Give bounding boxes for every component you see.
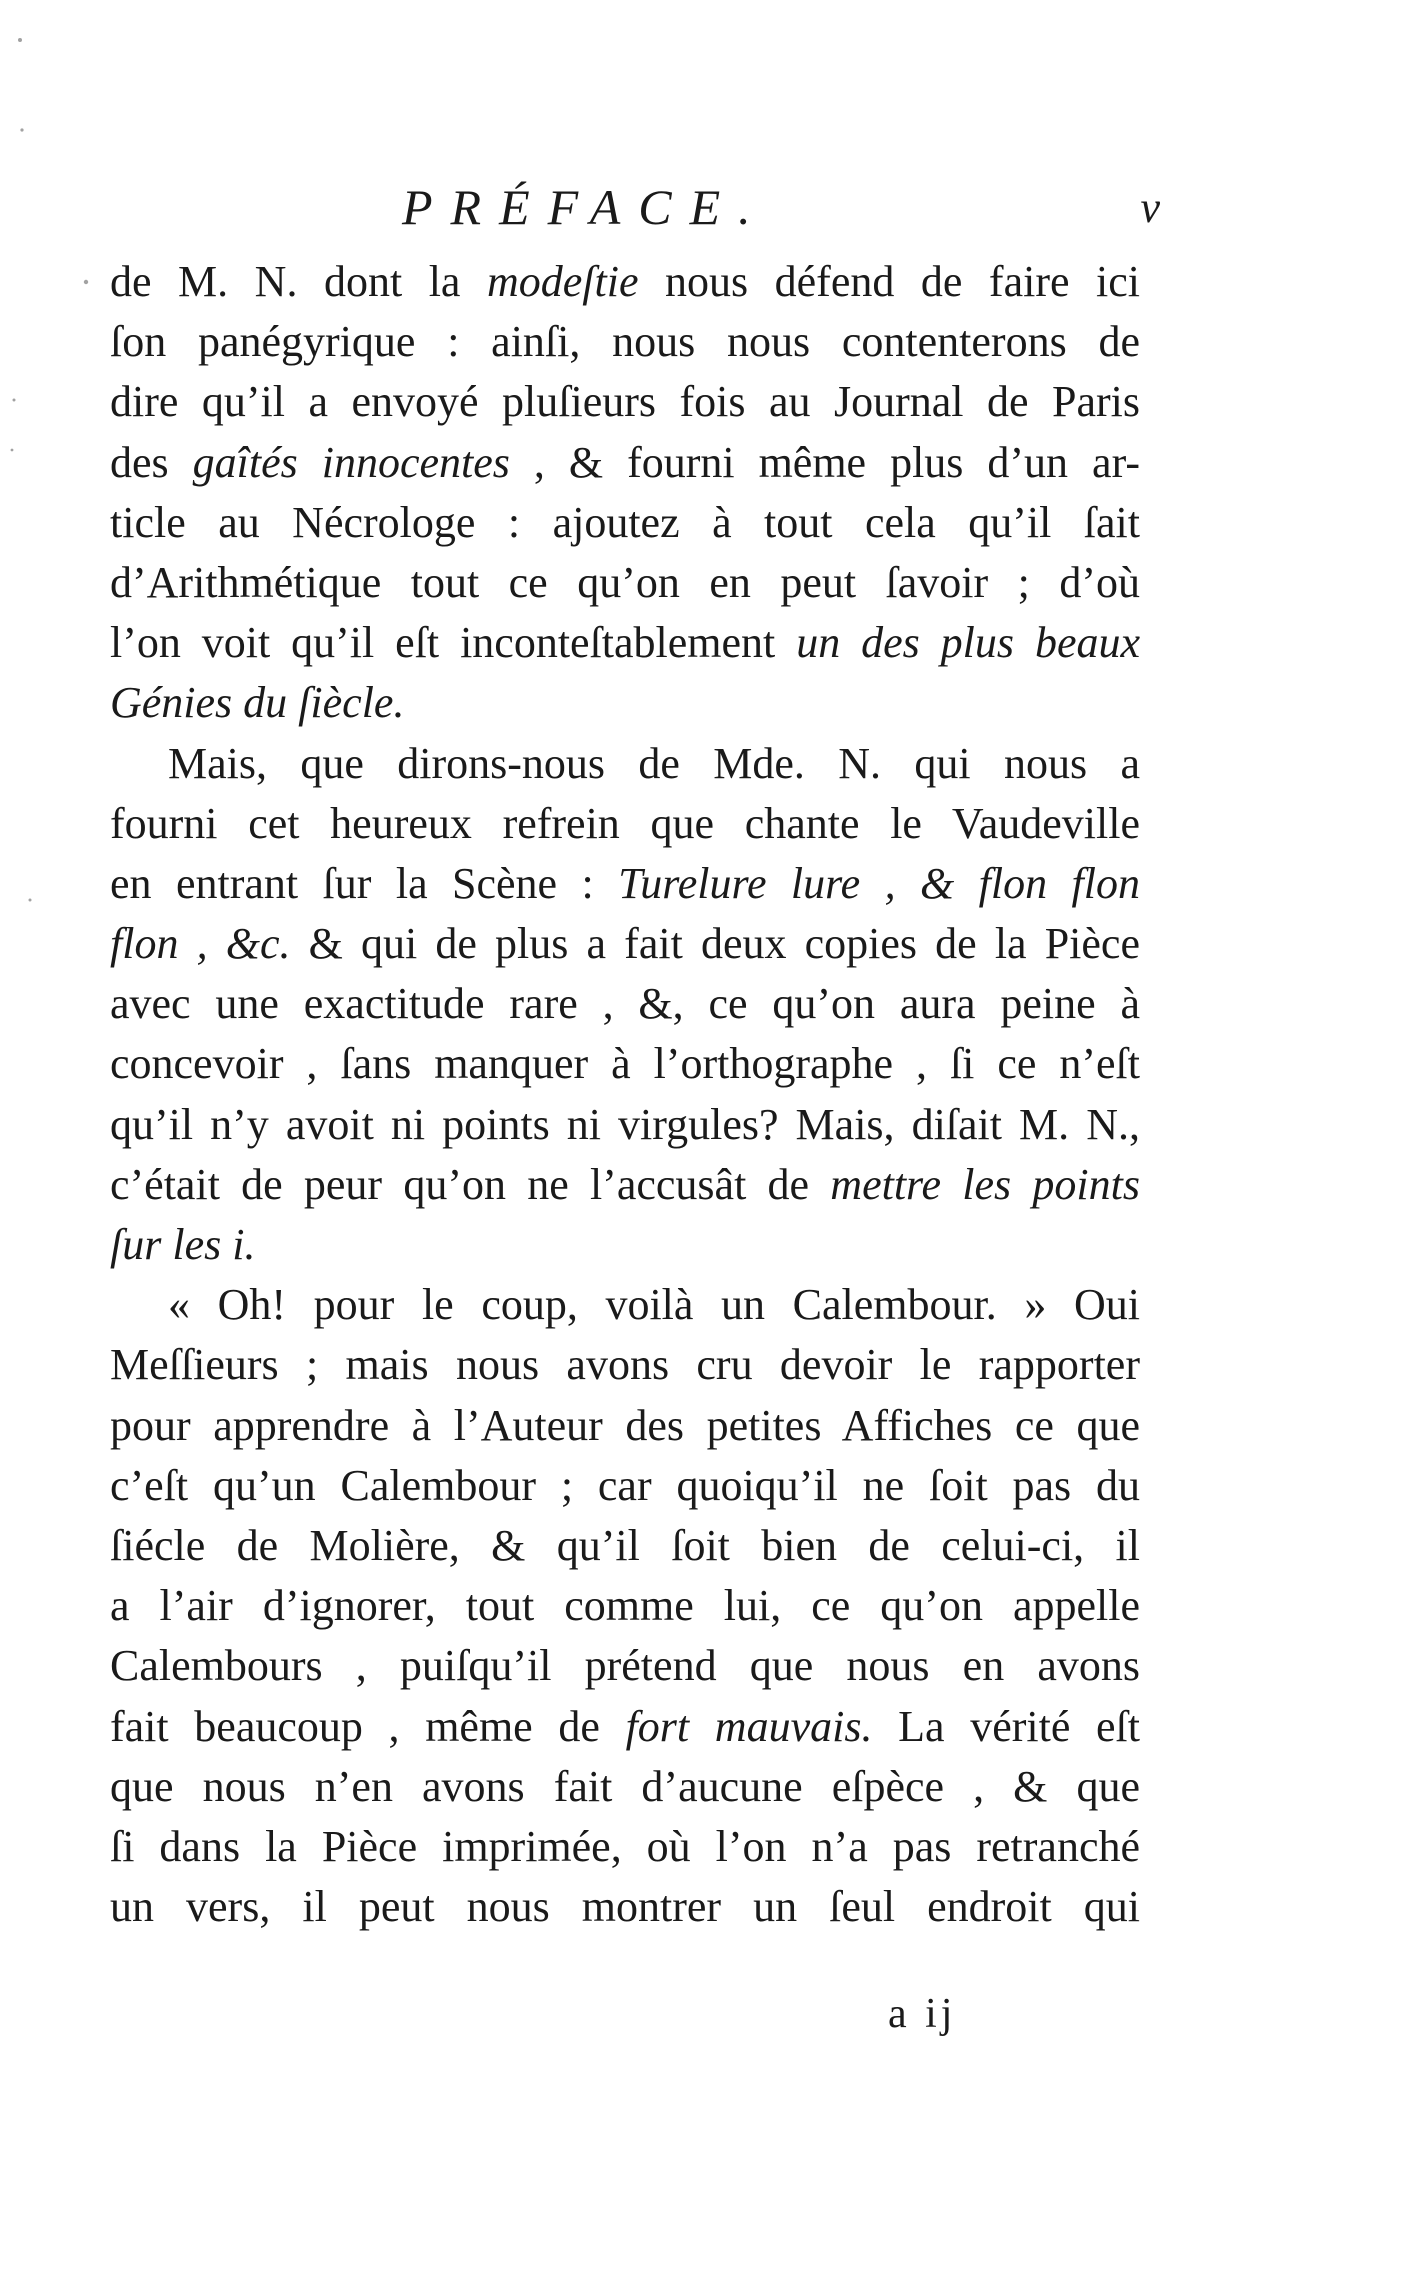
speck — [18, 38, 22, 42]
text-line — [110, 1275, 1140, 1335]
text-segment: des — [110, 437, 193, 487]
italic-text: fort mauvais. — [625, 1701, 873, 1751]
text-segment: & qui de plus a fait deux copies de la Pièce — [290, 919, 1140, 969]
text-segment: que nous n’en avons fait d’aucune eſpèce , & que — [110, 1761, 1140, 1811]
text-segment: Meſſieurs ; mais nous avons cru devoir le rapporter — [110, 1340, 1140, 1390]
text-segment: de M. N. dont la — [110, 257, 487, 306]
text-segment: c’eſt qu’un Calembour ; car quoiqu’il ne ſoit pas du — [110, 1460, 1140, 1510]
text-line — [110, 312, 1140, 372]
text-line — [110, 1516, 1140, 1576]
text-segment: l’on voit qu’il eſt inconteſtablement — [110, 618, 797, 668]
speck — [13, 399, 16, 402]
text-segment: fait beaucoup , même de — [110, 1701, 626, 1751]
text-line — [110, 914, 1140, 974]
text-segment: en entrant ſur la Scène : — [110, 858, 619, 908]
text-line — [110, 1636, 1140, 1696]
text-segment: un vers, il peut nous montrer un ſeul endroit qui — [110, 1882, 1140, 1932]
italic-text: modeſtie — [486, 257, 639, 306]
text-line — [110, 1155, 1140, 1215]
italic-text: gaîtés innocentes — [192, 437, 510, 487]
text-line — [110, 1215, 1140, 1275]
text-line — [110, 1877, 1140, 1937]
text-line — [110, 493, 1140, 553]
text-line — [110, 1757, 1140, 1817]
text-line — [110, 372, 1140, 432]
italic-text: ſur les i. — [110, 1220, 256, 1269]
text-segment: pour apprendre à l’Auteur des petites Affiches ce que — [110, 1400, 1140, 1450]
speck — [29, 899, 32, 902]
running-title: PRÉFACE. — [402, 179, 769, 235]
speck — [20, 128, 23, 131]
text-line — [110, 1396, 1140, 1456]
body-text — [110, 252, 1140, 1937]
text-line — [110, 1034, 1140, 1094]
text-segment: dire qu’il a envoyé pluſieurs fois au Journal de Paris — [110, 377, 1140, 427]
text-line — [110, 854, 1140, 914]
text-segment: La vérité eſt — [872, 1701, 1140, 1751]
text-segment: fourni cet heureux refrein que chante le Vaudeville — [110, 798, 1140, 848]
italic-text: mettre les points — [830, 1159, 1140, 1209]
text-segment: ſiécle de Molière, & qu’il ſoit bien de celui-ci, il — [110, 1520, 1140, 1570]
italic-text: Turelure lure , & flon flon — [618, 858, 1140, 908]
text-line — [110, 1697, 1140, 1757]
text-segment: Mais, que dirons-nous de Mde. N. qui nous a — [168, 738, 1140, 788]
italic-text: Génies du ſiècle. — [110, 678, 405, 728]
text-line — [110, 974, 1140, 1034]
text-segment: avec une exactitude rare , &, ce qu’on aura peine à — [110, 979, 1140, 1029]
text-line — [110, 1817, 1140, 1877]
speck — [84, 280, 88, 284]
text-segment: « Oh! pour le coup, voilà un Calembour. » Oui — [168, 1280, 1140, 1330]
text-segment: nous défend de faire ici — [638, 257, 1141, 306]
italic-text: un des plus beaux — [796, 618, 1141, 668]
text-segment: ticle au Nécrologe : ajoutez à tout cela qu’il ſait — [110, 497, 1140, 547]
italic-text: flon , &c. — [110, 919, 291, 969]
text-segment: , & fourni même plus d’un ar- — [509, 437, 1140, 487]
text-line — [110, 252, 1140, 312]
text-segment: qu’il n’y avoit ni points ni virgules? Mais, diſait M. N., — [110, 1099, 1140, 1149]
text-line — [110, 734, 1140, 794]
text-line — [110, 613, 1140, 673]
page-header — [110, 178, 1160, 248]
text-segment: c’était de peur qu’on ne l’accusât de — [110, 1159, 831, 1209]
text-segment: ſi dans la Pièce imprimée, où l’on n’a pas retranché — [110, 1821, 1140, 1871]
text-line — [110, 553, 1140, 613]
text-line — [110, 673, 1140, 733]
text-line — [110, 794, 1140, 854]
text-line — [110, 1456, 1140, 1516]
text-line — [110, 1576, 1140, 1636]
printer-signature: a ij — [888, 1991, 957, 2037]
text-line — [110, 1095, 1140, 1155]
text-segment: concevoir , ſans manquer à l’orthographe , ſi ce n’eſt — [110, 1039, 1140, 1089]
text-segment: a l’air d’ignorer, tout comme lui, ce qu’on appelle — [110, 1581, 1140, 1631]
text-segment: d’Arithmétique tout ce qu’on en peut ſavoir ; d’où — [110, 557, 1140, 607]
speck — [11, 449, 14, 452]
text-segment: Calembours , puiſqu’il prétend que nous en avons — [110, 1641, 1140, 1691]
page-number: v — [1140, 183, 1160, 232]
text-line — [110, 1335, 1140, 1395]
text-segment: ſon panégyrique : ainſi, nous nous contenterons de — [110, 317, 1140, 367]
text-line — [110, 433, 1140, 493]
